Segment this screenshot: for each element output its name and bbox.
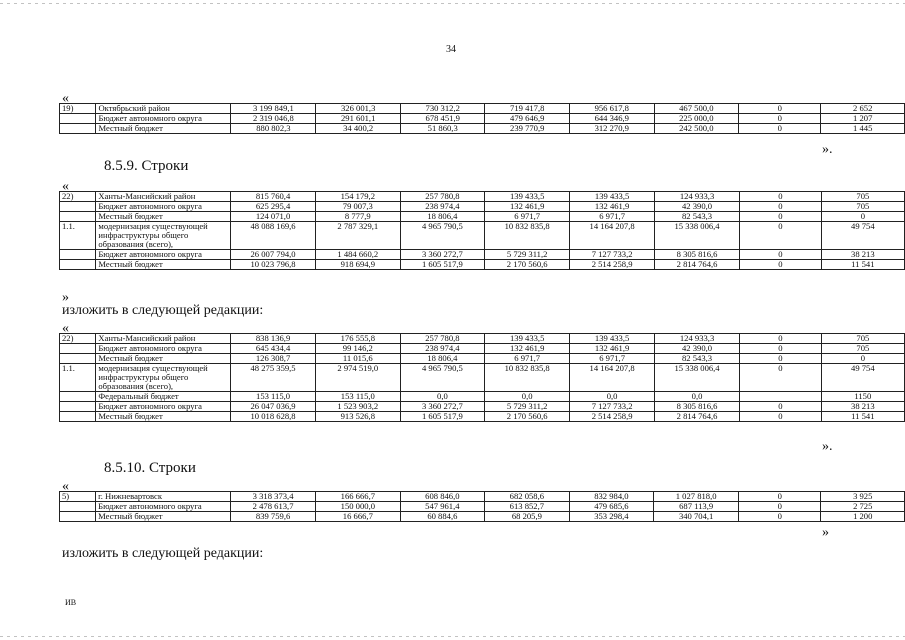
value-cell: 1 605 517,9 <box>400 260 485 270</box>
table-row <box>60 212 905 222</box>
row-number-cell: 22) <box>60 334 96 344</box>
value-cell: 14 164 207,8 <box>570 364 655 392</box>
row-label-cell: Ханты-Мансийский район <box>96 334 231 344</box>
row-label-cell: Местный бюджет <box>96 124 231 134</box>
row-number-cell: 5) <box>60 492 96 502</box>
value-cell: 353 298,4 <box>569 512 654 522</box>
row-label-cell: Федеральный бюджет <box>96 392 231 402</box>
value-cell: 10 023 796,8 <box>231 260 316 270</box>
value-cell: 467 500,0 <box>654 104 739 114</box>
footer-mark: ИВ <box>65 598 77 607</box>
row-label-cell: Бюджет автономного округа <box>96 250 231 260</box>
value-cell: 48 275 359,5 <box>231 364 316 392</box>
row-label-cell: Ханты-Мансийский район <box>96 192 231 202</box>
value-cell: 2 974 519,0 <box>316 364 401 392</box>
row-label-cell: Местный бюджет <box>96 212 231 222</box>
value-cell: 34 400,2 <box>316 124 401 134</box>
replace-text: изложить в следующей редакции: <box>62 546 264 561</box>
value-cell: 0 <box>821 354 904 364</box>
table-row <box>60 402 905 412</box>
value-cell: 124 071,0 <box>231 212 316 222</box>
value-cell: 42 390,0 <box>655 344 740 354</box>
value-cell: 11 541 <box>821 260 904 270</box>
value-cell: 705 <box>821 344 904 354</box>
table-nizhnevartovsk <box>59 491 905 522</box>
value-cell: 0 <box>739 512 821 522</box>
value-cell: 0 <box>739 114 821 124</box>
value-cell: 644 346,9 <box>570 114 655 124</box>
value-cell: 6 971,7 <box>570 212 655 222</box>
row-number-cell <box>60 354 96 364</box>
value-cell: 0,0 <box>485 392 570 402</box>
row-number-cell <box>60 202 96 212</box>
table-row <box>60 364 905 392</box>
value-cell: 10 018 628,8 <box>231 412 316 422</box>
value-cell: 2 514 258,9 <box>570 412 655 422</box>
table-row <box>60 202 905 212</box>
value-cell: 0 <box>740 260 822 270</box>
value-cell: 225 000,0 <box>654 114 739 124</box>
value-cell: 126 308,7 <box>231 354 316 364</box>
row-label-cell: Местный бюджет <box>96 512 231 522</box>
value-cell: 705 <box>821 334 904 344</box>
value-cell: 880 802,3 <box>231 124 316 134</box>
value-cell: 38 213 <box>821 402 904 412</box>
value-cell: 132 461,9 <box>570 202 655 212</box>
value-cell: 913 526,8 <box>316 412 401 422</box>
row-number-cell <box>60 502 96 512</box>
value-cell: 139 433,5 <box>485 334 570 344</box>
table-khanty-new <box>59 333 905 422</box>
value-cell: 26 047 036,9 <box>231 402 316 412</box>
value-cell: 815 760,4 <box>231 192 316 202</box>
value-cell: 705 <box>821 202 904 212</box>
value-cell: 2 814 764,6 <box>655 412 740 422</box>
value-cell: 82 543,3 <box>655 212 740 222</box>
value-cell: 238 974,4 <box>400 344 485 354</box>
value-cell: 1150 <box>821 392 904 402</box>
value-cell: 2 170 560,6 <box>485 412 570 422</box>
value-cell: 613 852,7 <box>485 502 570 512</box>
table-row <box>60 250 905 260</box>
row-label-cell: Октябрьский район <box>96 104 231 114</box>
value-cell: 166 666,7 <box>316 492 401 502</box>
value-cell: 6 971,7 <box>485 212 570 222</box>
value-cell: 839 759,6 <box>231 512 316 522</box>
value-cell: 0 <box>740 222 822 250</box>
value-cell: 0 <box>739 104 821 114</box>
value-cell: 4 965 790,5 <box>400 222 485 250</box>
value-cell <box>740 392 822 402</box>
close-quote: ». <box>822 142 833 157</box>
row-label-cell: Местный бюджет <box>96 354 231 364</box>
value-cell: 0 <box>740 354 822 364</box>
page-number: 34 <box>446 44 456 55</box>
value-cell: 2 814 764,6 <box>655 260 740 270</box>
table-row <box>60 354 905 364</box>
value-cell: 0 <box>740 344 822 354</box>
scan-edge-top <box>0 3 905 4</box>
row-number-cell: 22) <box>60 192 96 202</box>
row-number-cell <box>60 412 96 422</box>
row-number-cell <box>60 344 96 354</box>
value-cell: 6 971,7 <box>485 354 570 364</box>
value-cell: 238 974,4 <box>400 202 485 212</box>
close-quote: » <box>822 525 829 540</box>
table-row <box>60 104 905 114</box>
value-cell: 832 984,0 <box>569 492 654 502</box>
value-cell: 79 007,3 <box>316 202 401 212</box>
value-cell: 51 860,3 <box>400 124 485 134</box>
value-cell: 154 179,2 <box>316 192 401 202</box>
value-cell: 0 <box>740 402 822 412</box>
value-cell: 956 617,8 <box>570 104 655 114</box>
value-cell: 11 015,6 <box>316 354 401 364</box>
table-row <box>60 260 905 270</box>
value-cell: 48 088 169,6 <box>231 222 316 250</box>
table-row <box>60 344 905 354</box>
value-cell: 719 417,8 <box>485 104 570 114</box>
scan-edge-bottom <box>0 636 905 637</box>
value-cell: 68 205,9 <box>485 512 570 522</box>
value-cell: 7 127 733,2 <box>570 402 655 412</box>
value-cell: 8 305 816,6 <box>655 402 740 412</box>
value-cell: 124 933,3 <box>655 334 740 344</box>
value-cell: 18 806,4 <box>400 354 485 364</box>
table-oktyabrsky <box>59 103 905 134</box>
row-label-cell: Бюджет автономного округа <box>96 114 231 124</box>
value-cell: 0,0 <box>655 392 740 402</box>
value-cell: 2 787 329,1 <box>316 222 401 250</box>
row-label-cell: г. Нижневартовск <box>96 492 231 502</box>
value-cell: 132 461,9 <box>570 344 655 354</box>
value-cell: 0 <box>740 212 822 222</box>
value-cell: 139 433,5 <box>570 192 655 202</box>
value-cell: 0 <box>740 412 822 422</box>
value-cell: 678 451,9 <box>400 114 485 124</box>
value-cell: 918 694,9 <box>316 260 401 270</box>
value-cell: 139 433,5 <box>485 192 570 202</box>
table-row <box>60 222 905 250</box>
row-number-cell <box>60 250 96 260</box>
value-cell: 2 319 046,8 <box>231 114 316 124</box>
row-number-cell <box>60 114 96 124</box>
section-8-5-9-heading: 8.5.9. Строки <box>104 158 189 174</box>
value-cell: 8 305 816,6 <box>655 250 740 260</box>
value-cell: 0,0 <box>400 392 485 402</box>
row-label-cell: Бюджет автономного округа <box>96 502 231 512</box>
value-cell: 625 295,4 <box>231 202 316 212</box>
value-cell: 687 113,9 <box>654 502 739 512</box>
row-number-cell <box>60 402 96 412</box>
value-cell: 3 360 272,7 <box>400 402 485 412</box>
value-cell: 479 685,6 <box>569 502 654 512</box>
value-cell: 0,0 <box>570 392 655 402</box>
value-cell: 60 884,6 <box>400 512 485 522</box>
row-label-cell: Бюджет автономного округа <box>96 402 231 412</box>
value-cell: 14 164 207,8 <box>570 222 655 250</box>
value-cell: 3 360 272,7 <box>400 250 485 260</box>
value-cell: 2 478 613,7 <box>231 502 316 512</box>
value-cell: 99 146,2 <box>316 344 401 354</box>
value-cell: 1 484 660,2 <box>316 250 401 260</box>
row-number-cell <box>60 124 96 134</box>
value-cell: 8 777,9 <box>316 212 401 222</box>
section-8-5-10-heading: 8.5.10. Строки <box>104 460 196 476</box>
row-label-cell: Местный бюджет <box>96 412 231 422</box>
value-cell: 18 806,4 <box>400 212 485 222</box>
row-number-cell: 19) <box>60 104 96 114</box>
value-cell: 730 312,2 <box>400 104 485 114</box>
value-cell: 2 514 258,9 <box>570 260 655 270</box>
value-cell: 340 704,1 <box>654 512 739 522</box>
value-cell: 608 846,0 <box>400 492 485 502</box>
row-label-cell: Бюджет автономного округа <box>96 202 231 212</box>
value-cell: 1 523 903,2 <box>316 402 401 412</box>
value-cell: 1 200 <box>821 512 905 522</box>
value-cell: 153 115,0 <box>316 392 401 402</box>
value-cell: 10 832 835,8 <box>485 364 570 392</box>
table-khanty-old <box>59 191 905 270</box>
value-cell: 682 058,6 <box>485 492 570 502</box>
value-cell: 326 001,3 <box>316 104 401 114</box>
value-cell: 6 971,7 <box>570 354 655 364</box>
value-cell: 547 961,4 <box>400 502 485 512</box>
value-cell: 0 <box>821 212 904 222</box>
value-cell: 0 <box>739 124 821 134</box>
value-cell: 2 725 <box>821 502 905 512</box>
value-cell: 3 925 <box>821 492 905 502</box>
open-quote: « <box>62 91 69 106</box>
value-cell: 1 207 <box>821 114 905 124</box>
value-cell: 645 434,4 <box>231 344 316 354</box>
value-cell: 0 <box>739 502 821 512</box>
value-cell: 153 115,0 <box>231 392 316 402</box>
value-cell: 5 729 311,2 <box>485 402 570 412</box>
open-quote: « <box>62 479 69 494</box>
value-cell: 124 933,3 <box>655 192 740 202</box>
value-cell: 132 461,9 <box>485 344 570 354</box>
value-cell: 4 965 790,5 <box>400 364 485 392</box>
open-quote: « <box>62 179 69 194</box>
value-cell: 150 000,0 <box>316 502 401 512</box>
row-label-cell: Бюджет автономного округа <box>96 344 231 354</box>
value-cell: 291 601,1 <box>316 114 401 124</box>
row-number-cell <box>60 212 96 222</box>
value-cell: 42 390,0 <box>655 202 740 212</box>
value-cell: 176 555,8 <box>316 334 401 344</box>
value-cell: 82 543,3 <box>655 354 740 364</box>
value-cell: 0 <box>740 192 822 202</box>
value-cell: 0 <box>739 492 821 502</box>
close-quote: » <box>62 290 69 305</box>
row-label-cell: Местный бюджет <box>96 260 231 270</box>
table-row <box>60 512 905 522</box>
value-cell: 3 199 849,1 <box>231 104 316 114</box>
row-number-cell <box>60 260 96 270</box>
value-cell: 0 <box>740 202 822 212</box>
value-cell: 49 754 <box>821 222 904 250</box>
value-cell: 312 270,9 <box>570 124 655 134</box>
row-label-cell: модернизация существующей инфраструктуры общего образования (всего), <box>96 222 231 250</box>
table-row <box>60 492 905 502</box>
value-cell: 2 170 560,6 <box>485 260 570 270</box>
value-cell: 49 754 <box>821 364 904 392</box>
table-row <box>60 502 905 512</box>
value-cell: 139 433,5 <box>570 334 655 344</box>
value-cell: 10 832 835,8 <box>485 222 570 250</box>
row-number-cell <box>60 392 96 402</box>
table-row <box>60 114 905 124</box>
row-number-cell <box>60 512 96 522</box>
row-number-cell: 1.1. <box>60 364 96 392</box>
value-cell: 0 <box>740 334 822 344</box>
value-cell: 257 780,8 <box>400 334 485 344</box>
value-cell: 0 <box>740 364 822 392</box>
row-label-cell: модернизация существующей инфраструктуры общего образования (всего), <box>96 364 231 392</box>
value-cell: 1 605 517,9 <box>400 412 485 422</box>
table-row <box>60 334 905 344</box>
value-cell: 15 338 006,4 <box>655 364 740 392</box>
value-cell: 239 770,9 <box>485 124 570 134</box>
row-number-cell: 1.1. <box>60 222 96 250</box>
open-quote: « <box>62 321 69 336</box>
value-cell: 132 461,9 <box>485 202 570 212</box>
value-cell: 7 127 733,2 <box>570 250 655 260</box>
replace-text: изложить в следующей редакции: <box>62 303 264 318</box>
value-cell: 5 729 311,2 <box>485 250 570 260</box>
value-cell: 26 007 794,0 <box>231 250 316 260</box>
value-cell: 705 <box>821 192 904 202</box>
value-cell: 38 213 <box>821 250 904 260</box>
table-row <box>60 412 905 422</box>
table-row <box>60 392 905 402</box>
value-cell: 242 500,0 <box>654 124 739 134</box>
value-cell: 479 646,9 <box>485 114 570 124</box>
value-cell: 1 027 818,0 <box>654 492 739 502</box>
table-row <box>60 192 905 202</box>
value-cell: 1 445 <box>821 124 905 134</box>
value-cell: 2 652 <box>821 104 905 114</box>
table-row <box>60 124 905 134</box>
value-cell: 257 780,8 <box>400 192 485 202</box>
value-cell: 838 136,9 <box>231 334 316 344</box>
value-cell: 15 338 006,4 <box>655 222 740 250</box>
value-cell: 0 <box>740 250 822 260</box>
close-quote: ». <box>822 439 833 454</box>
value-cell: 3 318 373,4 <box>231 492 316 502</box>
value-cell: 16 666,7 <box>316 512 401 522</box>
value-cell: 11 541 <box>821 412 904 422</box>
